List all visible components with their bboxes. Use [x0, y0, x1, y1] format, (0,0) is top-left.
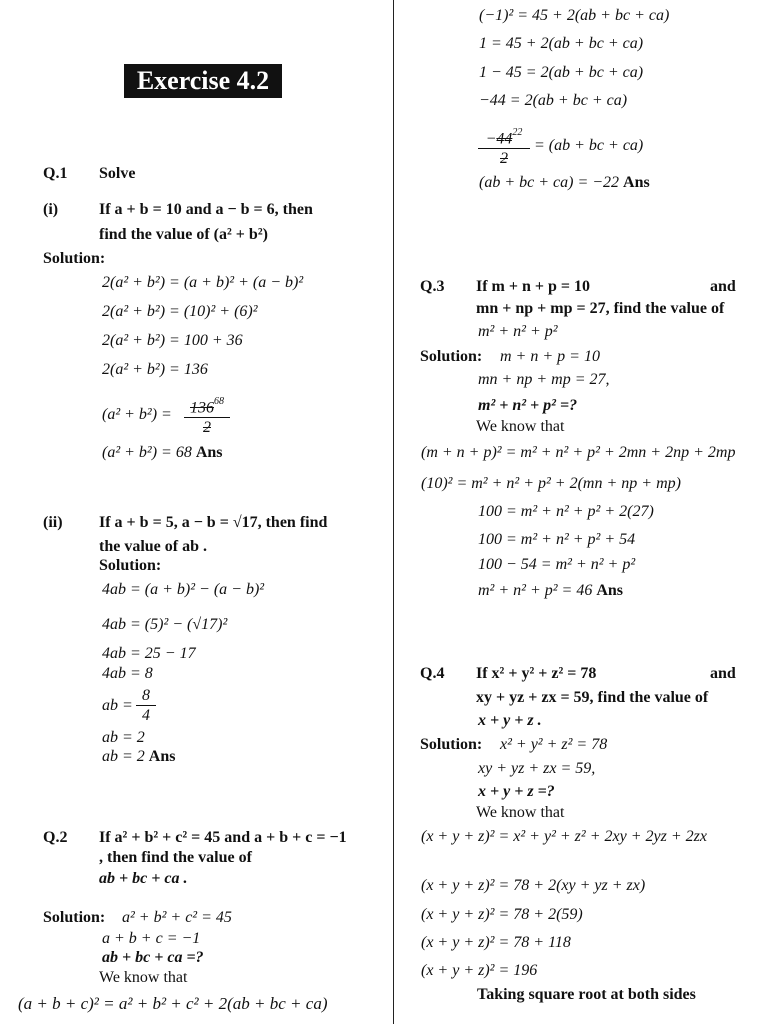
q2-text-line2: , then find the value of — [99, 849, 252, 866]
q3-step-1: (10)² = m² + n² + p² + 2(mn + np + mp) — [421, 475, 681, 492]
q1-solution-label: Solution: — [43, 250, 106, 267]
q2-fraction-rhs: = (ab + bc + ca) — [534, 137, 644, 154]
q4-sol-unknown: x + y + z =? — [478, 783, 555, 800]
q2-sol-given-2: a + b + c = −1 — [102, 930, 201, 947]
q4-text-line2: xy + yz + zx = 59, find the value of — [476, 689, 709, 706]
q2-step-4: −44 = 2(ab + bc + ca) — [479, 92, 628, 109]
q1-ii-step-1: 4ab = (a + b)² − (a − b)² — [102, 581, 265, 598]
q1-i-fraction-lhs: (a² + b²) = — [102, 406, 172, 423]
q3-step-2: 100 = m² + n² + p² + 2(27) — [478, 503, 654, 520]
column-divider — [393, 0, 394, 1024]
q4-sol-given-2: xy + yz + zx = 59, — [478, 760, 596, 777]
q2-fraction-denominator: 2 — [478, 148, 530, 168]
q2-solution-label: Solution: — [43, 909, 106, 926]
q1-ii-step-2: 4ab = (5)² − (√17)² — [102, 616, 228, 633]
q4-we-know-that: We know that — [476, 804, 565, 821]
q4-step-2: (x + y + z)² = 78 + 2(59) — [421, 906, 583, 923]
q2-result-expression: (ab + bc + ca) = −22 — [479, 174, 620, 191]
q1-i-fraction-numerator: 136 — [190, 399, 214, 417]
q1-ii-result — [102, 747, 175, 767]
q1-i-ans-label: Ans — [195, 444, 223, 461]
q3-step-3: 100 = m² + n² + p² + 54 — [478, 531, 636, 548]
q1-i-step-3: 2(a² + b²) = 100 + 36 — [102, 332, 243, 349]
q1-ii-fraction-numerator: 8 — [142, 687, 150, 704]
q3-result-expression: m² + n² + p² = 46 — [478, 582, 593, 599]
q3-solution-label: Solution: — [420, 348, 483, 365]
q2-fraction — [478, 125, 530, 168]
q1-i-fraction-denominator: 2 — [184, 417, 230, 437]
q1-i-step-2: 2(a² + b²) = (10)² + (6)² — [102, 303, 258, 320]
q3-text-line3: m² + n² + p² — [478, 323, 558, 340]
q2-step-3: 1 − 45 = 2(ab + bc + ca) — [479, 64, 644, 81]
q1-ii-step-4: 4ab = 8 — [102, 665, 153, 682]
q4-text-line3: x + y + z . — [478, 712, 542, 729]
q3-ans-label: Ans — [596, 582, 624, 599]
q2-identity: (a + b + c)² = a² + b² + c² + 2(ab + bc + ca) — [18, 994, 328, 1013]
q1-i-fraction — [184, 394, 230, 437]
q1-i-text-line2: find the value of (a² + b²) — [99, 226, 268, 243]
q3-text-line2: mn + np + mp = 27, find the value of — [476, 300, 725, 317]
q3-text-line1-and: and — [710, 278, 736, 295]
q4-solution-label: Solution: — [420, 736, 483, 753]
q2-fraction-numerator: 44 — [496, 130, 513, 148]
q3-we-know-that: We know that — [476, 418, 565, 435]
q1-i-step-4: 2(a² + b²) = 136 — [102, 361, 208, 378]
q4-sol-given-1: x² + y² + z² = 78 — [500, 736, 608, 753]
q1-ii-solution-label: Solution: — [99, 557, 162, 574]
q4-step-3: (x + y + z)² = 78 + 118 — [421, 934, 571, 951]
q1-ii-text-line2: the value of ab . — [99, 538, 207, 555]
q3-step-4: 100 − 54 = m² + n² + p² — [478, 556, 636, 573]
q1-ii-fraction — [136, 686, 156, 725]
q1-ii-result-expression: ab = 2 — [102, 748, 145, 765]
q4-step-1: (x + y + z)² = 78 + 2(xy + yz + zx) — [421, 877, 646, 894]
q3-text-line1: If m + n + p = 10 — [476, 278, 591, 295]
q1-ii-fraction-lhs: ab = — [102, 697, 133, 714]
q4-text-line1-and: and — [710, 665, 736, 682]
q4-tail-text: Taking square root at both sides — [477, 986, 696, 1003]
q2-text-line1: If a² + b² + c² = 45 and a + b + c = −1 — [99, 829, 347, 846]
q1-ii-fraction-denominator: 4 — [136, 705, 156, 725]
q2-step-1: (−1)² = 45 + 2(ab + bc + ca) — [479, 7, 670, 24]
q3-identity: (m + n + p)² = m² + n² + p² + 2mn + 2np + 2mp — [421, 444, 736, 461]
q2-sol-given-1: a² + b² + c² = 45 — [122, 909, 232, 926]
q4-text-line1: If x² + y² + z² = 78 — [476, 665, 597, 682]
q2-result — [479, 173, 650, 193]
q1-i-text-line1: If a + b = 10 and a − b = 6, then — [99, 201, 313, 218]
q1-ii-step-ab: ab = 2 — [102, 729, 145, 746]
exercise-title: Exercise 4.2 — [124, 64, 282, 98]
q1-i-result-expression: (a² + b²) = 68 — [102, 444, 192, 461]
q1-i-fraction-cancel-result: 68 — [214, 396, 224, 407]
q1-i-result — [102, 443, 223, 463]
q2-step-2: 1 = 45 + 2(ab + bc + ca) — [479, 35, 644, 52]
q1-i-label: (i) — [43, 201, 59, 218]
q1-ii-label: (ii) — [43, 514, 63, 531]
q2-fraction-cancel-result: 22 — [512, 127, 523, 138]
q2-fraction-minus: − — [485, 130, 497, 148]
q4-identity: (x + y + z)² = x² + y² + z² + 2xy + 2yz + 2zx — [421, 828, 707, 845]
q4-label: Q.4 — [420, 665, 445, 682]
q2-we-know-that: We know that — [99, 969, 188, 986]
q2-ans-label: Ans — [623, 174, 650, 191]
q4-step-4: (x + y + z)² = 196 — [421, 962, 538, 979]
q3-label: Q.3 — [420, 278, 445, 295]
q1-ii-step-3: 4ab = 25 − 17 — [102, 645, 196, 662]
q1-ii-text-line1: If a + b = 5, a − b = √17, then find — [99, 514, 328, 531]
q2-label: Q.2 — [43, 829, 68, 846]
q1-ii-ans-label: Ans — [148, 748, 176, 765]
q1-label: Q.1 — [43, 165, 68, 182]
q2-text-line3: ab + bc + ca . — [99, 870, 188, 887]
q3-sol-unknown: m² + n² + p² =? — [478, 397, 578, 414]
q1-i-step-1: 2(a² + b²) = (a + b)² + (a − b)² — [102, 274, 304, 291]
q3-result — [478, 581, 623, 601]
q2-sol-unknown: ab + bc + ca =? — [102, 949, 204, 966]
q3-sol-given-1: m + n + p = 10 — [500, 348, 600, 365]
q1-heading: Solve — [99, 165, 136, 182]
q3-sol-given-2: mn + np + mp = 27, — [478, 371, 610, 388]
